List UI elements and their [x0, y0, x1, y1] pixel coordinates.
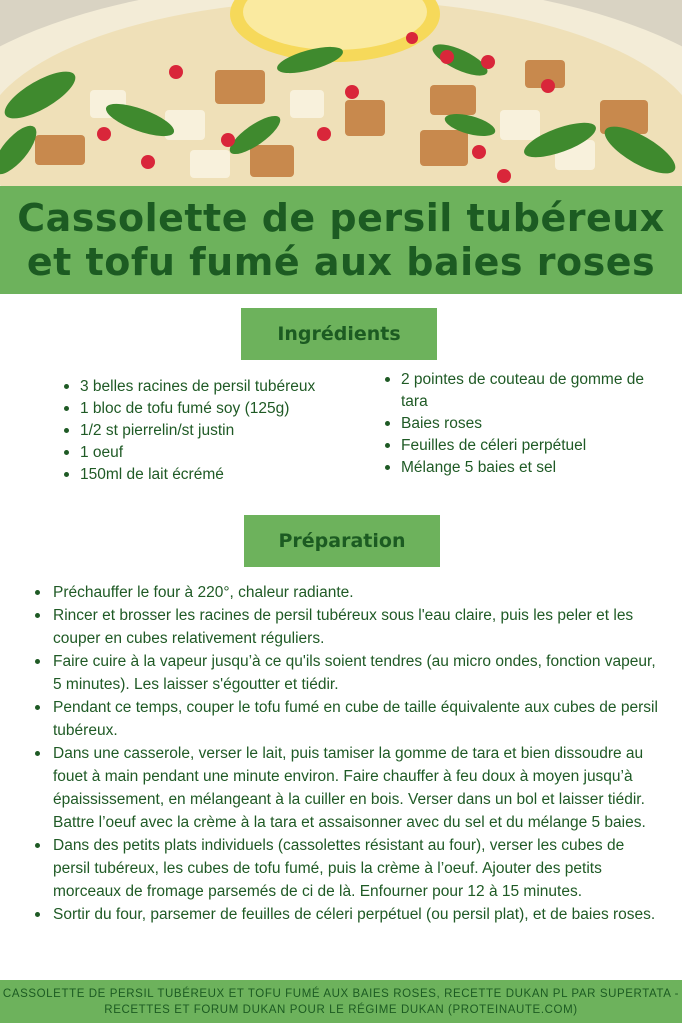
preparation-step: Sortir du four, parsemer de feuilles de céleri perpétuel (ou persil plat), et de baies roses. — [53, 903, 665, 926]
ingredient-item: 1 oeuf — [80, 442, 370, 464]
preparation-step: Préchauffer le four à 220°, chaleur radiante. — [53, 581, 665, 604]
preparation-step: Dans des petits plats individuels (cassolettes résistant au four), verser les cubes de persil tubéreux, les cubes de tofu fumé, puis la crème à l’oeuf. Ajouter des petits morceaux de fromage parsemés de ci de là. Enfourner pour 12 à 15 minutes. — [53, 834, 665, 903]
ingredients-list-right — [401, 369, 666, 479]
ingredient-item: Baies roses — [401, 413, 666, 435]
footer-band — [0, 980, 682, 1023]
ingredient-item: 2 pointes de couteau de gomme de tara — [401, 369, 666, 413]
ingredients-heading: Ingrédients — [241, 308, 437, 360]
recipe-title-line-1: Cassolette de persil tubéreux — [17, 196, 665, 240]
ingredient-item: Feuilles de céleri perpétuel — [401, 435, 666, 457]
preparation-heading: Préparation — [244, 515, 440, 567]
ingredient-item: 1 bloc de tofu fumé soy (125g) — [80, 398, 370, 420]
preparation-steps — [53, 581, 665, 926]
ingredient-item: 150ml de lait écrémé — [80, 464, 370, 486]
dish-photo — [0, 0, 682, 186]
footer-line-1: CASSOLETTE DE PERSIL TUBÉREUX ET TOFU FUMÉ AUX BAIES ROSES, RECETTE DUKAN PL PAR SUPERTATA - — [2, 987, 680, 1000]
ingredients-list-left — [80, 376, 370, 486]
ingredient-item: 3 belles racines de persil tubéreux — [80, 376, 370, 398]
title-band — [0, 186, 682, 294]
ingredient-item: Mélange 5 baies et sel — [401, 457, 666, 479]
preparation-step: Pendant ce temps, couper le tofu fumé en cube de taille équivalente aux cubes de persil tubéreux. — [53, 696, 665, 742]
footer-line-2: RECETTES ET FORUM DUKAN POUR LE RÉGIME DUKAN (PROTEINAUTE.COM) — [104, 1003, 578, 1016]
preparation-step: Rincer et brosser les racines de persil tubéreux sous l'eau claire, puis les peler et les couper en cubes relativement réguliers. — [53, 604, 665, 650]
preparation-step: Faire cuire à la vapeur jusqu’à ce qu'ils soient tendres (au micro ondes, fonction vapeur, 5 minutes). Les laisser s'égoutter et tiédir. — [53, 650, 665, 696]
preparation-step: Dans une casserole, verser le lait, puis tamiser la gomme de tara et bien dissoudre au fouet à main pendant une minute environ. Faire chauffer à feu doux à moyen jusqu’à épaississement, en mélangeant à la cuiller en bois. Verser dans un bol et laisser tiédir. Battre l’oeuf avec la crème à la tara et assaisonner avec du sel et du mélange 5 baies. — [53, 742, 665, 834]
recipe-title-line-2: et tofu fumé aux baies roses — [26, 240, 656, 284]
ingredient-item: 1/2 st pierrelin/st justin — [80, 420, 370, 442]
